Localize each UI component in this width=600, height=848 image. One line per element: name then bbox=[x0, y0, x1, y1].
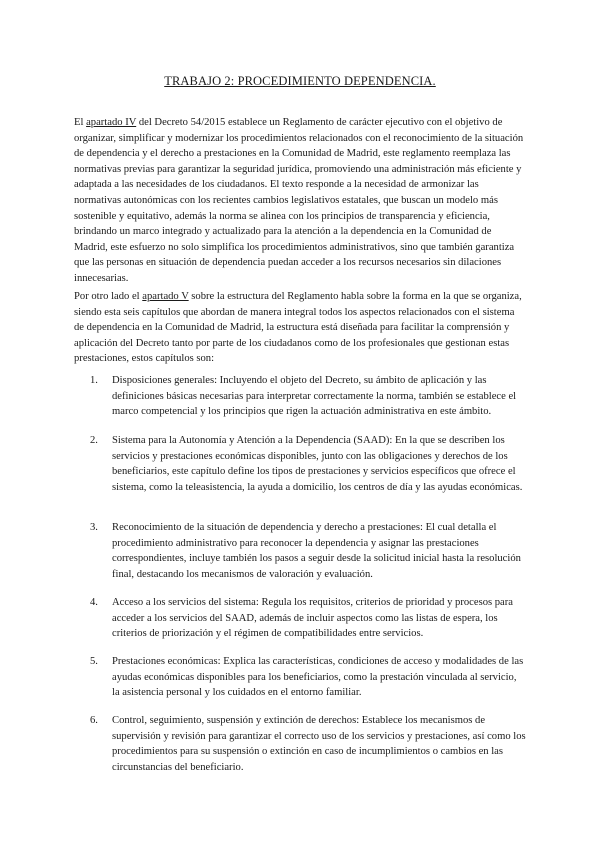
list-item-text: Sistema para la Autonomía y Atención a la Dependencia (SAAD): En la que se describen los servicios y prestaciones económicas disponibles, junto con las obligaciones y derechos de los beneficiarios, este capítulo define los tipos de prestaciones y servicios específicos que ofrece el sistema, como la teleasistencia, la ayuda a domicilio, los centros de día y las ayudas económicas. bbox=[112, 435, 523, 493]
list-item-number: 2. bbox=[90, 435, 98, 446]
paragraph-2-text: sobre la estructura del Reglamento habla sobre la forma en la que se organiza, siendo esta seis capítulos que abordan de manera integral todos los aspectos relacionados con el sistema de dependencia en la Comunidad de Madrid, la estructura está diseñada para facilitar la comprensión y aplicación del Decreto tanto por parte de los ciudadanos como de los profesionales que gestionan estas prestaciones, estos capítulos son: bbox=[74, 291, 522, 365]
page-title: TRABAJO 2: PROCEDIMIENTO DEPENDENCIA. bbox=[164, 74, 436, 88]
paragraph-apartado-iv bbox=[74, 115, 526, 287]
paragraph-2-lead: Por otro lado el bbox=[74, 291, 143, 302]
list-item-text: Acceso a los servicios del sistema: Regula los requisitos, criterios de prioridad y procesos para acceder a los servicios del SAAD, además de incluir aspectos como las listas de espera, los criterios de priorización y el régimen de compatibilidades entre servicios. bbox=[112, 597, 513, 640]
list-item-number: 4. bbox=[90, 597, 98, 608]
list-item-number: 6. bbox=[90, 715, 98, 726]
list-item-text: Disposiciones generales: Incluyendo el objeto del Decreto, su ámbito de aplicación y las definiciones básicas necesarias para interpretar correctamente la norma, también se establece el marco competencial y los principios que rigen la actuación administrativa en este ámbito. bbox=[112, 375, 517, 418]
paragraph-apartado-v bbox=[74, 289, 526, 367]
list-item-text: Prestaciones económicas: Explica las características, condiciones de acceso y modalidades de las ayudas económicas disponibles para los beneficiarios, como la prestación vinculada al servicio, la asistencia personal y los cuidados en el entorno familiar. bbox=[112, 656, 524, 699]
list-item bbox=[90, 595, 526, 642]
list-item bbox=[90, 654, 526, 701]
list-item-number: 5. bbox=[90, 656, 98, 667]
list-item-number: 3. bbox=[90, 522, 98, 533]
list-item bbox=[90, 373, 526, 420]
list-item-number: 1. bbox=[90, 375, 98, 386]
apartado-v-link: apartado V bbox=[142, 291, 189, 302]
paragraph-1-lead: El bbox=[74, 117, 87, 128]
list-item-text: Reconocimiento de la situación de dependencia y derecho a prestaciones: El cual detalla el procedimiento administrativo para reconocer la dependencia y asignar las prestaciones correspondientes, incluye también los pasos a seguir desde la solicitud inicial hasta la resolución final, destacando los mecanismos de valoración y evaluación. bbox=[112, 522, 521, 580]
list-item bbox=[90, 520, 526, 582]
apartado-iv-link: apartado IV bbox=[86, 117, 137, 128]
paragraph-1-text: del Decreto 54/2015 establece un Reglamento de carácter ejecutivo con el objetivo de organizar, simplificar y modernizar los procedimientos relacionados con el reconocimiento de la situación de dependencia y el derecho a prestaciones en la Comunidad de Madrid, este reglamento reemplaza las normativas previas para garantizar la seguridad jurídica, promoviendo una administración más eficiente y adaptada a las necesidades de los ciudadanos. El texto responde a la necesidad de armonizar las normativas autonómicas con los recientes cambios legislativos estatales, que buscan un modelo más sostenible y equitativo, además la norma se alinea con los principios de transparencia y eficiencia, brindando un marco integrado y actualizado para la atención a la dependencia en la Comunidad de Madrid, este esfuerzo no solo simplifica los procedimientos administrativos, sino que también garantiza que las personas en situación de dependencia puedan acceder a los recursos necesarios sin dilaciones innecesarias. bbox=[74, 117, 524, 284]
list-item bbox=[90, 433, 526, 495]
list-item bbox=[90, 713, 526, 775]
list-item-text: Control, seguimiento, suspensión y extinción de derechos: Establece los mecanismos de supervisión y revisión para garantizar el correcto uso de los servicios y prestaciones, así como los procedimientos para su suspensión o extinción en caso de incumplimientos o cambios en las circunstancias del beneficiario. bbox=[112, 715, 526, 773]
